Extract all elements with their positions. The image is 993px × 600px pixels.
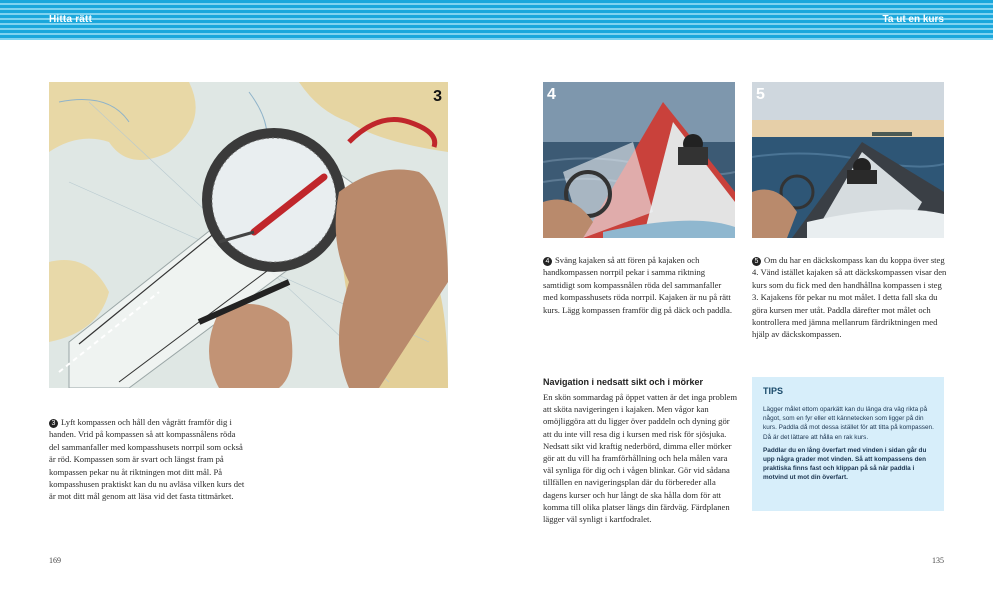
- section-title-left: Hitta rätt: [49, 14, 93, 25]
- tips-paragraph-2: Paddlar du en lång överfart med vinden i sidan går du upp några grader mot vinden. Så att kompassens den praktiska finns fast och klippan på så när paddla i motvind ut mot din överfart.: [763, 446, 927, 482]
- caption-step-5: [752, 254, 948, 341]
- step-number-3: 3: [433, 88, 442, 105]
- step-bullet-5: 5: [752, 257, 761, 266]
- caption-step-3: [49, 416, 245, 503]
- compass-map-photo: [49, 82, 448, 388]
- navigation-heading: Navigation i nedsatt sikt och i mörker: [543, 377, 704, 387]
- caption-step-4: [543, 254, 735, 316]
- navigation-body: En skön sommardag på öppet vatten är det inga problem att sköta navigeringen i kajaken. Men vågor kan omöjliggöra att du ligger över paddeln och dyning gör att du inte vill resa dig i kursen med risk för sjösjuka. Nedsatt sikt vid kraftig nederbörd, dimma eller mörker gör att du vill ha framförhållning och hela målen vara väl synliga för dig och i vågen blinkar. Gör vid sådana tillfällen en navigeringsplan där du förbereder alla dagens kurser och hur långt de ska hålla dom för att komma till olika platser längs din färdväg. Färdplanen lägger väl synligt i kartfodralet.: [543, 392, 738, 525]
- caption-step-4-text: Sväng kajaken så att fören på kajaken och handkompassen norrpil pekar i samma riktning samtidigt som kompassnålen röda del sammanfaller med kompasshusets röda norrpil. Kajaken är nu på rätt kurs. Lägg kompassen framför dig på däck och paddla.: [543, 255, 733, 315]
- kayak-deck-compass-photo: [752, 82, 944, 238]
- tips-title: TIPS: [763, 386, 784, 396]
- caption-step-5-text: Om du har en däckskompass kan du koppa över steg 4. Vänd istället kajaken så att däckskompassen visar den kurs som du fick med den handhållna kompassen i steg 3. Kajakens för pekar nu mot målet. I detta fall ska du göra kursen mer utåt. Paddla därefter mot målet och kontrollera med jämna mellanrum färdriktningen med hjälp av däckskompassen.: [752, 255, 947, 340]
- tips-paragraph-1: Lägger målet ettom oparkätt kan du länga dra väg rikta på något, som en fyr eller ett kännetecken som ligger på din kurs. Paddla då mot dessa istället för att titta på kompassen. Då är det lättare att hålla en rak kurs.: [763, 406, 934, 441]
- kayak-hand-compass-illustration: [543, 82, 735, 238]
- kayak-hand-compass-photo: [543, 82, 735, 238]
- compass-map-illustration: [49, 82, 448, 388]
- page-number-left: 169: [49, 556, 61, 565]
- page-number-right: 135: [932, 556, 944, 565]
- tips-box: [752, 377, 944, 511]
- step-bullet-4: 4: [543, 257, 552, 266]
- section-title-right: Ta ut en kurs: [882, 14, 944, 25]
- kayak-deck-compass-illustration: [752, 82, 944, 238]
- header-stripe-bar: [0, 0, 993, 40]
- tips-body: [763, 405, 935, 487]
- step-number-4: 4: [547, 86, 556, 103]
- caption-step-3-text: Lyft kompassen och håll den vågrätt framför dig i handen. Vrid på kompassen så att kompassnålens röda del sammanfaller med kompasshusets norrpil som också är röd. Kompassen som är svart och längst fram på kompassen pekar nu åt riktningen mot ditt mål. På kompasshusen praktiskt kan du nu avläsa vilken kurs det är mot ditt mål genom att läsa vid det fasta tittmärket.: [49, 417, 245, 502]
- step-bullet-3: 3: [49, 419, 58, 428]
- step-number-5: 5: [756, 86, 765, 103]
